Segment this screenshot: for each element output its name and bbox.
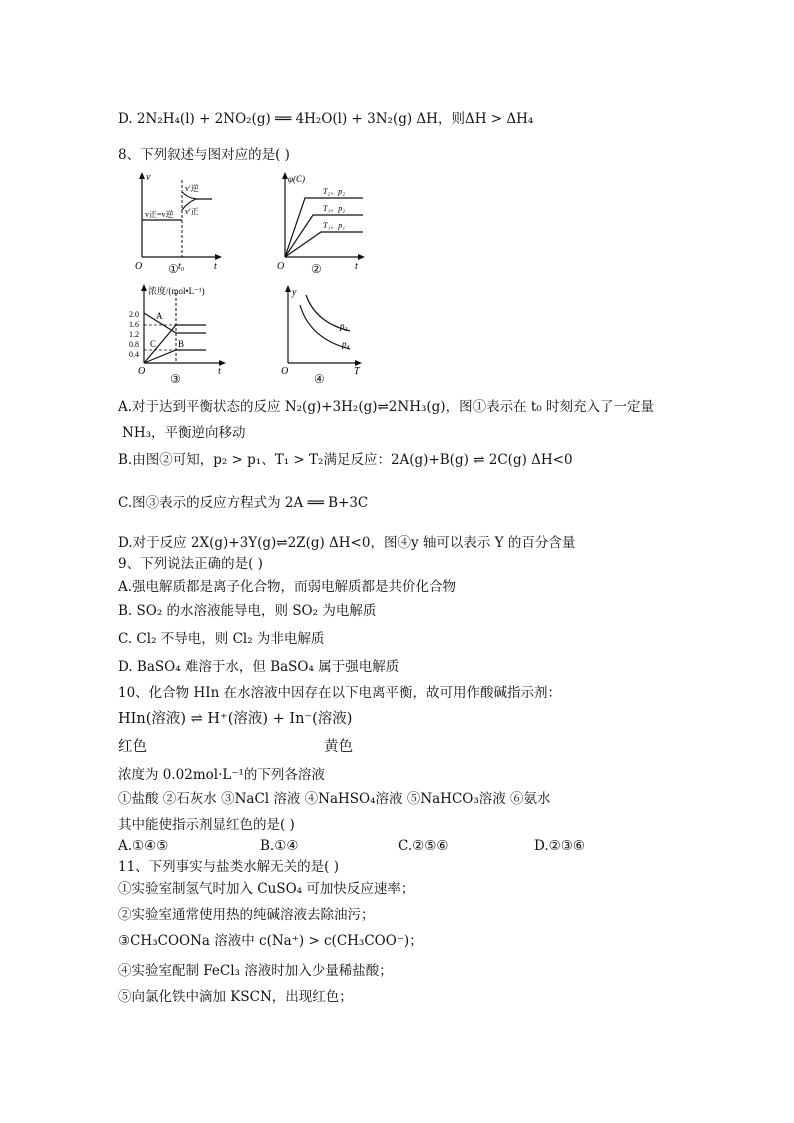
- fig4-x-label: T: [354, 366, 360, 375]
- q10-red-label: 红色: [118, 739, 147, 755]
- fig4-number: ④: [314, 372, 325, 386]
- fig4-p4: p₄: [342, 339, 350, 349]
- q11-item-1: ①实验室制氢气时加入 CuSO₄ 可加快反应速率；: [118, 881, 415, 897]
- figure-1: [132, 170, 227, 275]
- fig3-label-a: A: [156, 311, 163, 321]
- q10-option-d: D.②③⑥: [534, 838, 585, 854]
- fig4-y-label: y: [292, 287, 297, 298]
- fig3-tick-20: 2.0: [129, 310, 139, 319]
- fig3-x-label: t: [218, 366, 221, 375]
- fig1-label-up: v′逆: [185, 184, 199, 193]
- fig3-tick-12: 1.2: [129, 330, 139, 339]
- fig3-label-c: C: [150, 339, 157, 349]
- q8-option-a-line2: NH₃，平衡逆向移动: [122, 425, 246, 441]
- q11-item-4: ④实验室配制 FeCl₃ 溶液时加入少量稀盐酸；: [118, 963, 393, 979]
- q10-option-b: B.①④: [260, 838, 299, 854]
- fig1-label-left: v正=v逆: [145, 210, 174, 219]
- fig2-origin: O: [277, 261, 285, 272]
- fig3-label-b: B: [178, 339, 185, 349]
- fig1-y-label: v: [146, 172, 151, 183]
- q10-yellow-label: 黄色: [324, 739, 353, 755]
- q10-stem: 10、化合物 HIn 在水溶液中因存在以下电离平衡，故可用作酸碱指示剂：: [118, 685, 562, 701]
- q10-solution-list: ①盐酸 ②石灰水 ③NaCl 溶液 ④NaHSO₄溶液 ⑤NaHCO₃溶液 ⑥氨水: [118, 791, 551, 807]
- q9-option-c: C. Cl₂ 不导电，则 Cl₂ 为非电解质: [118, 631, 325, 647]
- q10-concentration: 浓度为 0.02mol·L⁻¹的下列各溶液: [118, 767, 325, 783]
- q8-option-a-line1: A.对于达到平衡状态的反应 N₂(g)+3H₂(g)⇌2NH₃(g)，图①表示在 t₀ 时刻充入了一定量: [118, 399, 654, 415]
- fig2-x-label: t: [355, 261, 358, 272]
- fig3-tick-04: 0.4: [129, 350, 139, 359]
- q9-stem: 9、下列说法正确的是( ): [118, 556, 263, 572]
- q11-item-2: ②实验室通常使用热的纯碱溶液去除油污；: [118, 907, 375, 923]
- q11-item-5: ⑤向氯化铁中滴加 KSCN，出现红色；: [118, 989, 353, 1005]
- q7-option-d: D. 2N₂H₄(l) + 2NO₂(g) ══ 4H₂O(l) + 3N₂(g) ΔH，则ΔH > ΔH₄: [118, 111, 534, 127]
- q11-item-3: ③CH₃COONa 溶液中 c(Na⁺) > c(CH₃COO⁻)；: [118, 933, 423, 949]
- q10-ask: 其中能使指示剂显红色的是( ): [118, 817, 295, 833]
- fig2-y-label: φ(C): [288, 174, 305, 184]
- fig3-tick-16: 1.6: [129, 320, 139, 329]
- fig1-number: ①: [168, 262, 179, 276]
- fig1-origin: O: [135, 261, 143, 272]
- fig1-label-low: v′正: [185, 207, 199, 216]
- q10-option-a: A.①④⑤: [118, 838, 169, 854]
- q8-stem: 8、下列叙述与图对应的是( ): [118, 147, 290, 163]
- fig1-t0: t₀: [178, 261, 185, 272]
- fig3-number: ③: [170, 372, 181, 386]
- fig4-origin: O: [281, 366, 289, 375]
- figure-3: [128, 283, 233, 375]
- q10-option-c: C.②⑤⑥: [398, 838, 449, 854]
- fig2-number: ②: [311, 262, 322, 276]
- q11-stem: 11、下列事实与盐类水解无关的是( ): [118, 859, 340, 875]
- fig2-curve-1: T₂、p₂: [323, 187, 346, 196]
- q8-option-b: B.由图②可知，p₂ > p₁、T₁ > T₂满足反应：2A(g)+B(g) ⇌ 2C(g) ΔH<0: [118, 452, 573, 468]
- q9-option-d: D. BaSO₄ 难溶于水，但 BaSO₄ 属于强电解质: [118, 659, 400, 675]
- fig3-origin: O: [138, 366, 146, 375]
- q8-option-d: D.对于反应 2X(g)+3Y(g)⇌2Z(g) ΔH<0，图④y 轴可以表示 Y 的百分含量: [118, 535, 576, 551]
- figure-2: [275, 170, 370, 275]
- q10-equation: HIn(溶液) ⇌ H⁺(溶液) + In⁻(溶液): [118, 711, 353, 727]
- figure-4: [278, 283, 368, 375]
- fig2-curve-3: T₁、p₁: [323, 221, 346, 230]
- q8-option-c: C.图③表示的反应方程式为 2A ══ B+3C: [118, 495, 369, 511]
- fig4-p3: p₃: [340, 321, 348, 331]
- q9-option-b: B. SO₂ 的水溶液能导电，则 SO₂ 为电解质: [118, 603, 377, 619]
- q9-option-a: A.强电解质都是离子化合物，而弱电解质都是共价化合物: [118, 579, 457, 595]
- fig2-curve-2: T₁、p₂: [323, 204, 346, 213]
- fig3-tick-08: 0.8: [129, 340, 139, 349]
- fig3-y-label: 浓度/(mol•L⁻¹): [148, 286, 205, 296]
- fig1-x-label: t: [214, 261, 217, 272]
